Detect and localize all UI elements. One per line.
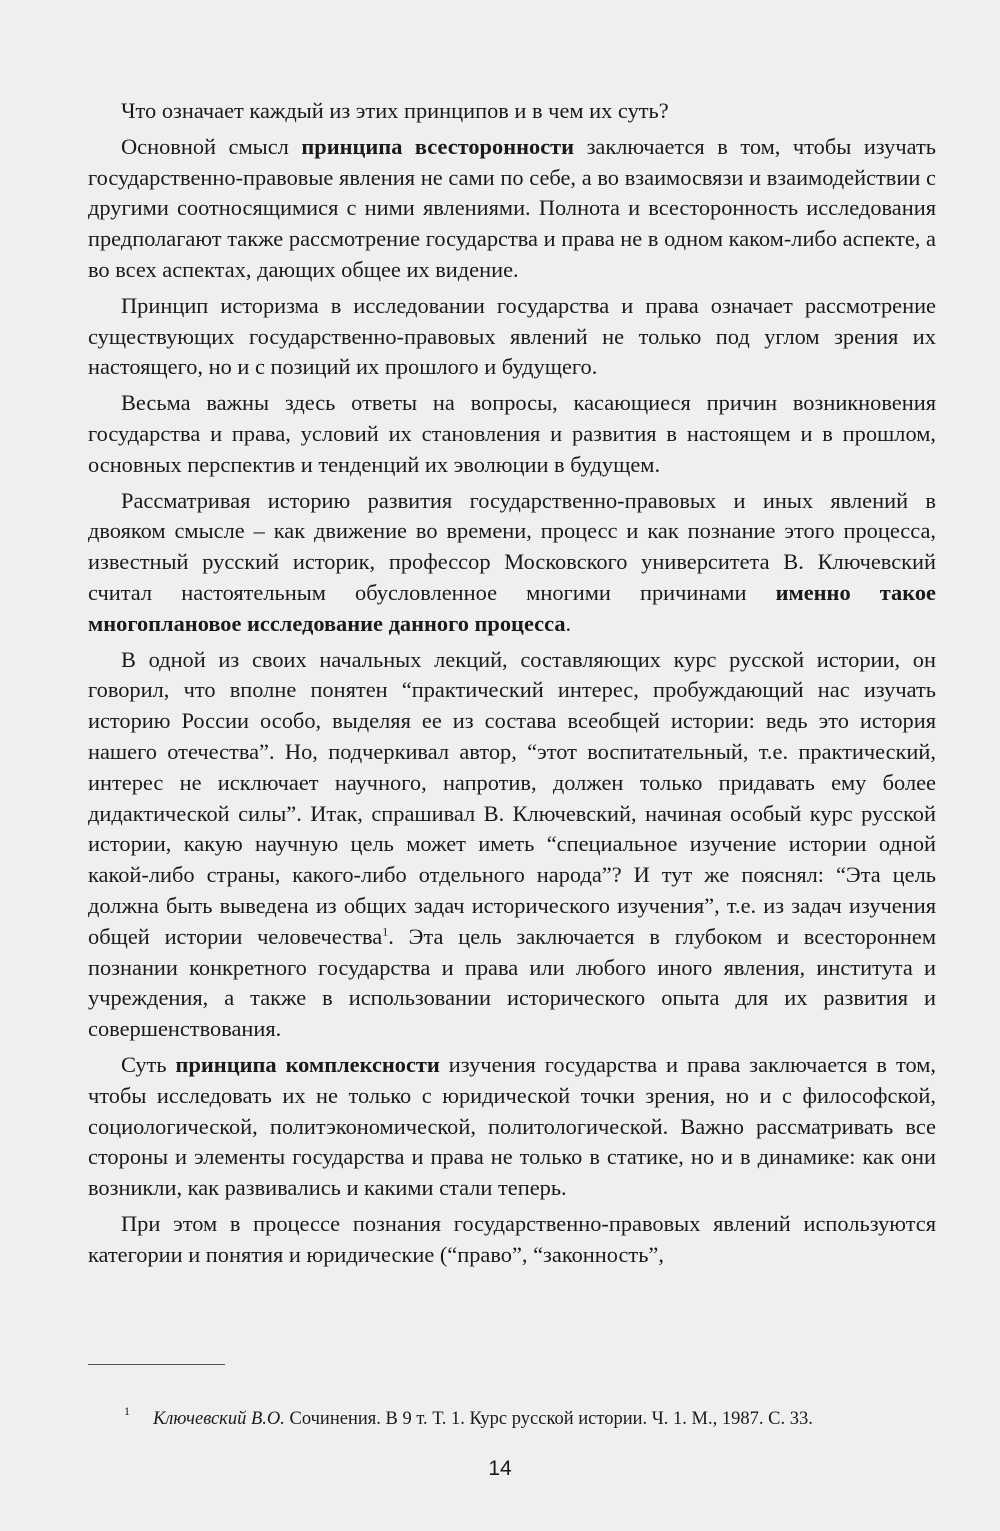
- paragraph: [88, 645, 936, 1045]
- paragraph-text: . Эта цель заключается в глубоком и всестороннем познании конкретного государства и права или любого иного явления, института и учреждения, а также в использовании исторического опыта для их развития и совершенствования.: [88, 923, 936, 1042]
- footnote-number: 1: [124, 1404, 130, 1418]
- paragraph-text: заключается в том, чтобы изучать государственно-правовые явления не сами по себе, а во взаимосвязи и взаимодействии с другими соотносящимися с ними явлениями. Полнота и всесторонность исследования предполагают также рассмотрение государства и права не в одном каком-либо аспекте, а во всех аспектах, дающих общее их видение.: [88, 133, 936, 282]
- paragraph: [88, 1050, 936, 1204]
- paragraph: [88, 1209, 936, 1271]
- bold-term: именно такое многоплановое исследование данного процесса: [88, 579, 936, 636]
- paragraph-text: Весьма важны здесь ответы на вопросы, касающиеся причин возникновения государства и права, условий их становления и развития в настоящем и в прошлом, основных перспектив и тенденций их эволюции в будущем.: [88, 390, 936, 477]
- paragraph-text: Рассматривая историю развития государственно-правовых и иных явлений в двояком смысле – как движение во времени, процесс и как познание этого процесса, известный русский историк, профессор Московского университета В. Ключевский считал настоятельным обусловленное многими причинами: [88, 487, 936, 605]
- paragraph-text: .: [565, 610, 572, 636]
- page-number: 14: [488, 1457, 512, 1480]
- paragraph: [88, 486, 936, 640]
- paragraph-text: В одной из своих начальных лекций, составляющих курс русской истории, он говорил, что вполне понятен “практический интерес, пробуждающий нас изучать историю России особо, выделяя ее из состава всеобщей истории: ведь это история нашего отечества”. Но, подчеркивал автор, “этот воспитательный, т.е. практический, интерес не исключает научного, напротив, должен только придавать ему более дидактической силы”. Итак, спрашивал В. Ключевский, начиная особый курс русской истории, какую научную цель может иметь “специальное изучение истории одной какой-либо страны, какого-либо отдельного народа”? И тут же пояснял: “Эта цель должна быть выведена из общих задач исторического изучения”, т.е. из задач изучения общей истории человечества: [88, 646, 936, 949]
- paragraph-text: Принцип историзма в исследовании государства и права означает рассмотрение существующих государственно-правовых явлений не только под углом зрения их настоящего, но и с позиций их прошлого и будущего.: [88, 292, 936, 380]
- paragraph: [88, 96, 936, 127]
- footnote: [124, 1404, 936, 1431]
- paragraph: [88, 388, 936, 480]
- paragraph: [88, 291, 936, 383]
- bold-term: принципа всесторонности: [301, 133, 575, 159]
- paragraph-text: изучения государства и права заключается в том, чтобы исследовать их не только с юридической точки зрения, но и с философской, социологической, политэкономической, политологической. Важно рассматривать все стороны и элементы государства и права не только в статике, но и в динамике: как они возникли, как развивались и какими стали теперь.: [88, 1051, 936, 1201]
- paragraph-text: При этом в процессе познания государственно-правовых явлений используются категории и понятия и юридические (“право”, “законность”,: [88, 1210, 936, 1267]
- body-text: [88, 96, 936, 1275]
- footnote-citation: Сочинения. В 9 т. Т. 1. Курс русской истории. Ч. 1. М., 1987. С. 33.: [284, 1409, 813, 1429]
- paragraph-text: Что означает каждый из этих принципов и в чем их суть?: [121, 98, 669, 123]
- footnote-reference: 1: [382, 924, 389, 939]
- paragraph-text: Основной смысл: [121, 133, 302, 159]
- paragraph-text: Суть: [121, 1051, 176, 1077]
- footnote-text: [124, 1407, 936, 1431]
- footnote-divider: [88, 1364, 225, 1365]
- paragraph: [88, 132, 936, 286]
- bold-term: принципа комплексности: [175, 1051, 440, 1077]
- footnote-author: Ключевский В.О.: [153, 1409, 285, 1429]
